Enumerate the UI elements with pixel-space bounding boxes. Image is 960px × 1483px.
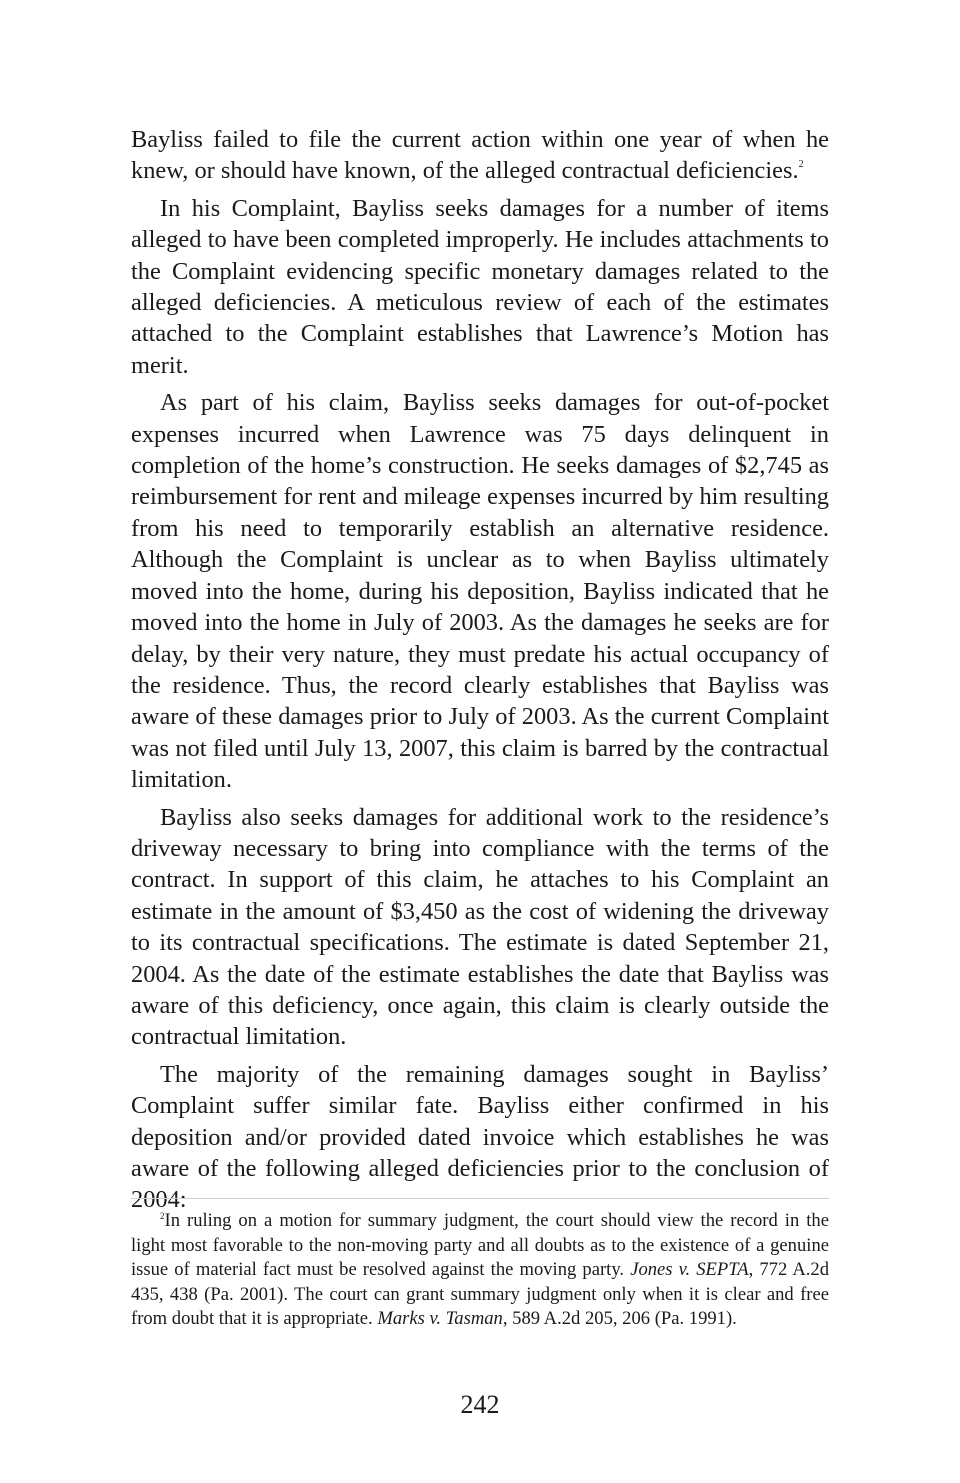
case-citation-marks: Marks v. Tasman (377, 1308, 503, 1330)
footnote-text-1: In ruling on a motion for summary judgment, the court should view the record in the light most favorable to the non-moving party and all doubts as to the existence of a genuine issue of material fact must be resolved against the moving party. (131, 1210, 829, 1281)
case-citation-jones: Jones v. SEPTA (630, 1259, 749, 1281)
footnote-divider (131, 1198, 829, 1199)
footnote-marker: 2 (160, 1211, 165, 1221)
paragraph-3: As part of his claim, Bayliss seeks damages for out-of-pocket expenses incurred when Lawrence was 75 days delinquent in completion of the home’s construction. He seeks damages of $2,745 as reimbursement for rent and mileage expenses incurred by him resulting from his need to temporarily establish an alternative residence. Although the Complaint is unclear as to when Bayliss ultimately moved into the home, during his deposition, Bayliss indicated that he moved into the home in July of 2003. As the damages he seeks are for delay, by their very nature, they must predate his actual occupancy of the residence. Thus, the record clearly establishes that Bayliss was aware of these damages prior to July of 2003. As the current Complaint was not filed until July 13, 2007, this claim is barred by the contractual limitation. (131, 389, 829, 794)
paragraph-1: Bayliss failed to file the current action within one year of when he knew, or should have known, of the alleged contractual deficiencies.$^2$ (131, 126, 829, 185)
paragraph-2: In his Complaint, Bayliss seeks damages for a number of items alleged to have been completed improperly. He includes attachments to the Complaint evidencing specific monetary damages related to the alleged deficiencies. A meticulous review of each of the estimates attached to the Complaint establishes that Lawrence’s Motion has merit. (131, 194, 829, 379)
page-number: 242 (460, 1390, 500, 1419)
footnote-reference[interactable]: 2 (798, 159, 804, 171)
main-text (131, 124, 829, 1222)
paragraph-4: Bayliss also seeks damages for additional work to the residence’s driveway necessary to bring into compliance with the terms of the contract. In support of this claim, he attaches to his Complaint an estimate in the amount of $3,450 as the cost of widening the driveway to its contractual specifications. The estimate is dated September 21, 2004. As the date of the estimate establishes the date that Bayliss was aware of this deficiency, once again, this claim is clearly outside the contractual limitation. (131, 803, 829, 1051)
paragraph-5: The majority of the remaining damages sought in Bayliss’ Complaint suffer similar fate. Bayliss either confirmed in his deposition and/or provided dated invoice which establishes he was aware of the following alleged deficiencies prior to the conclusion of 2004: (131, 1060, 829, 1214)
footnote-text-2: , 772 A.2d 435, 438 (Pa. 2001). The court can grant summary judgment only when it is clear and free from doubt that it is appropriate. (131, 1259, 829, 1330)
footnote (131, 1209, 829, 1332)
footnote-text-3: , 589 A.2d 205, 206 (Pa. 1991). (502, 1308, 737, 1330)
